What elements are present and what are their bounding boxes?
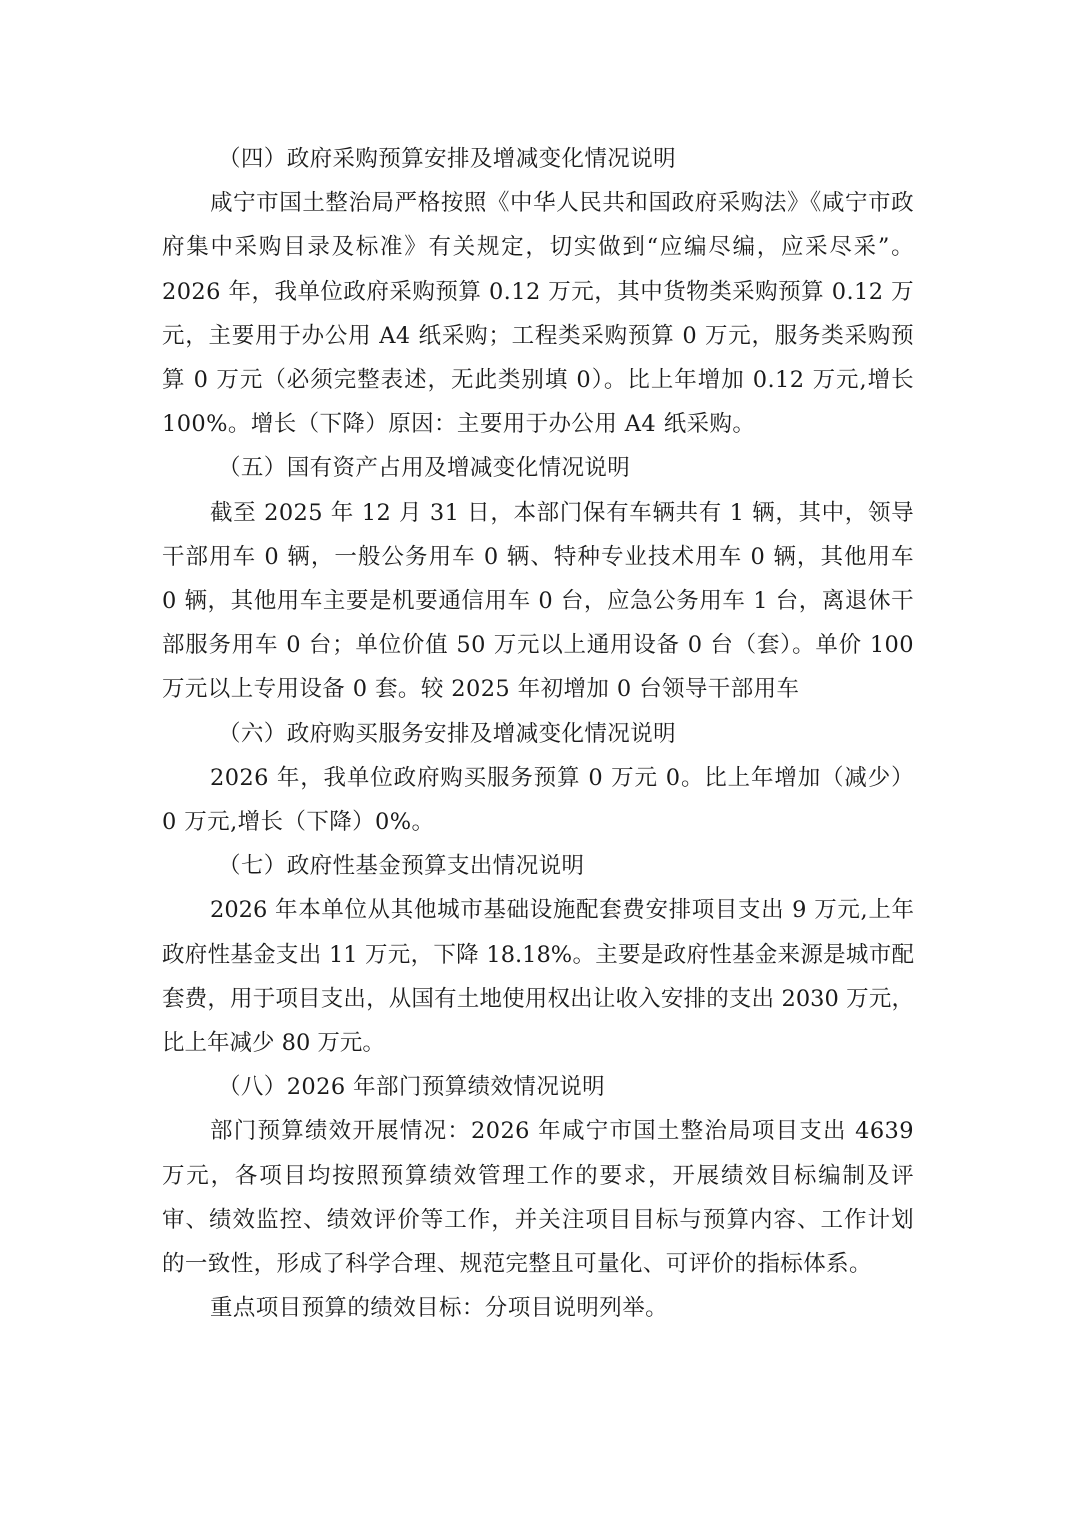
document-body — [162, 137, 914, 1330]
paragraph-key-project-goals: 重点项目预算的绩效目标：分项目说明列举。 — [210, 1295, 669, 1322]
section-heading-7: （七）政府性基金预算支出情况说明 — [218, 853, 585, 880]
paragraph-performance-overview: 部门预算绩效开展情况：2026 年咸宁市国土整治局项目支出 4639 万元，各项目均按照预算绩效管理工作的要求，开展绩效目标编制及评审、绩效监控、绩效评价等工作，并关注项目目标与预算内容、工作计划的一致性，形成了科学合理、规范完整且可量化、可评价的指标体系。 — [162, 1118, 914, 1278]
section-heading-6: （六）政府购买服务安排及增减变化情况说明 — [218, 720, 677, 747]
paragraph-state-assets: 截至 2025 年 12 月 31 日，本部门保有车辆共有 1 辆，其中，领导干部用车 0 辆，一般公务用车 0 辆、特种专业技术用车 0 辆，其他用车 0 辆，其他用车主要是机要通信用车 0 台，应急公务用车 1 台，离退休干部服务用车 0 台；单位价值 50 万元以上通用设备 0 台（套）。单价 100 万元以上专用设备 0 套。较 2025 年初增加 0 台领导干部用车 — [162, 499, 914, 703]
paragraph-purchased-services: 2026 年，我单位政府购买服务预算 0 万元 0。比上年增加（减少）0 万元,增长（下降）0%。 — [162, 764, 914, 836]
section-heading-5: （五）国有资产占用及增减变化情况说明 — [218, 455, 631, 482]
paragraph-government-fund: 2026 年本单位从其他城市基础设施配套费安排项目支出 9 万元,上年政府性基金支出 11 万元，下降 18.18%。主要是政府性基金来源是城市配套费，用于项目支出，从国有土地使用权出让收入安排的支出 2030 万元，比上年减少 80 万元。 — [162, 897, 914, 1057]
section-heading-8: （八）2026 年部门预算绩效情况说明 — [218, 1074, 606, 1101]
paragraph-procurement: 咸宁市国土整治局严格按照《中华人民共和国政府采购法》《咸宁市政府集中采购目录及标准》有关规定，切实做到“应编尽编，应采尽采”。2026 年，我单位政府采购预算 0.12 万元，其中货物类采购预算 0.12 万元，主要用于办公用 A4 纸采购；工程类采购预算 0 万元，服务类采购预算 0 万元（必须完整表述，无此类别填 0）。比上年增加 0.12 万元,增长 100%。增长（下降）原因：主要用于办公用 A4 纸采购。 — [162, 190, 914, 438]
section-heading-4: （四）政府采购预算安排及增减变化情况说明 — [218, 146, 677, 172]
